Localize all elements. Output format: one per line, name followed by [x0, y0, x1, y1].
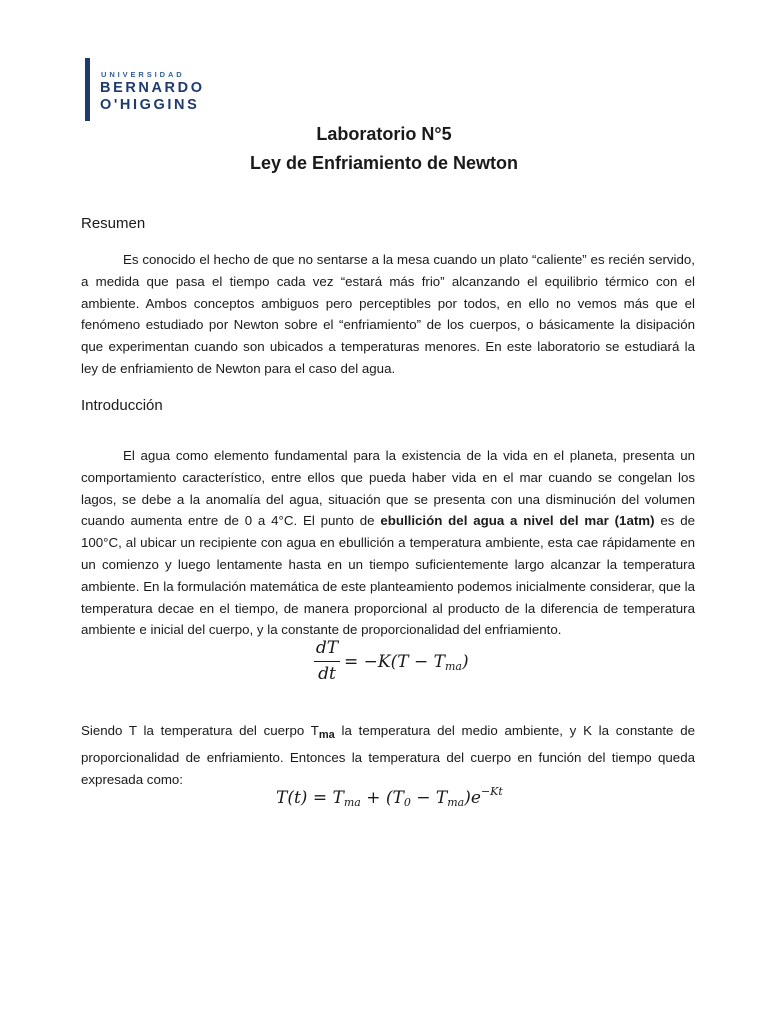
university-logo [85, 58, 220, 122]
temperature-solution-equation: $T(t) = T_{ma} + (T_0 - T_{ma})e^{-Kt}$ [276, 785, 503, 809]
document-title: Laboratorio N°5 [316, 124, 452, 144]
resumen-paragraph [81, 249, 695, 380]
definition-sub: ma [318, 729, 335, 741]
derivative-fraction [314, 638, 340, 684]
fraction-denominator: dt [318, 664, 336, 684]
equation-rhs: = $-K(T - T_{ma})$ [344, 652, 469, 673]
logo-line-1: UNIVERSIDAD [101, 70, 185, 79]
logo-bar [85, 58, 90, 121]
resumen-heading: Resumen [81, 215, 146, 232]
definition-paragraph [81, 720, 695, 790]
intro-text-bold: ebullición del agua a nivel del mar (1atm) [380, 513, 655, 529]
fraction-numerator: dT [315, 638, 339, 658]
intro-text-after: es de 100°C, al ubicar un recipiente con agua en ebullición a temperatura ambiente, esta cae rápidamente en un comienzo y luego lentamente hasta en un tiempo suficientemente largo alcanzar la temperatura ambiente. En la formulación matemática de este planteamiento podemos inicialmente considerar, que la temperatura decae en el tiempo, de manera proporcional al producto de la diferencia de temperatura ambiente e inicial del cuerpo, y la constante de proporcionalidad del enfriamiento. [81, 513, 695, 638]
document-subtitle: Ley de Enfriamiento de Newton [249, 153, 519, 173]
definition-text-b: la temperatura del medio ambiente, y K la constante de proporcionalidad de enfriamiento. Entonces la temperatura del cuerpo en función del tiempo queda expresada como: [81, 723, 695, 787]
logo-line-2: BERNARDO [100, 80, 205, 96]
intro-text-before: El agua como elemento fundamental para la existencia de la vida en el planeta, presenta un comportamiento característico, entre ellos que pueda haber vida en el mar cuando se congelan los lagos, se debe a la anomalía del agua, situación que se presenta con una disminución del volumen cuando aumenta entre de 0 a 4°C. El punto de [81, 448, 695, 529]
definition-text-a: Siendo T la temperatura del cuerpo T [81, 723, 319, 738]
intro-paragraph [81, 445, 695, 641]
logo-line-3: O'HIGGINS [100, 97, 200, 113]
intro-heading: Introducción [81, 397, 163, 414]
fraction-line [314, 661, 340, 662]
resumen-text: Es conocido el hecho de que no sentarse a la mesa cuando un plato “caliente” es recién servido, a medida que pasa el tiempo cada vez “estará más frio” alcanzando el equilibrio térmico con el ambiente. Ambos conceptos ambiguos pero perceptibles por todos, en ello no vemos más que el fenómeno estudiado por Newton sobre el “enfriamiento” de los cuerpos, o básicamente la disipación que experimentan cuando son ubicados a temperaturas menores. En este laboratorio se estudiará la ley de enfriamiento de Newton para el caso del agua. [81, 252, 695, 376]
